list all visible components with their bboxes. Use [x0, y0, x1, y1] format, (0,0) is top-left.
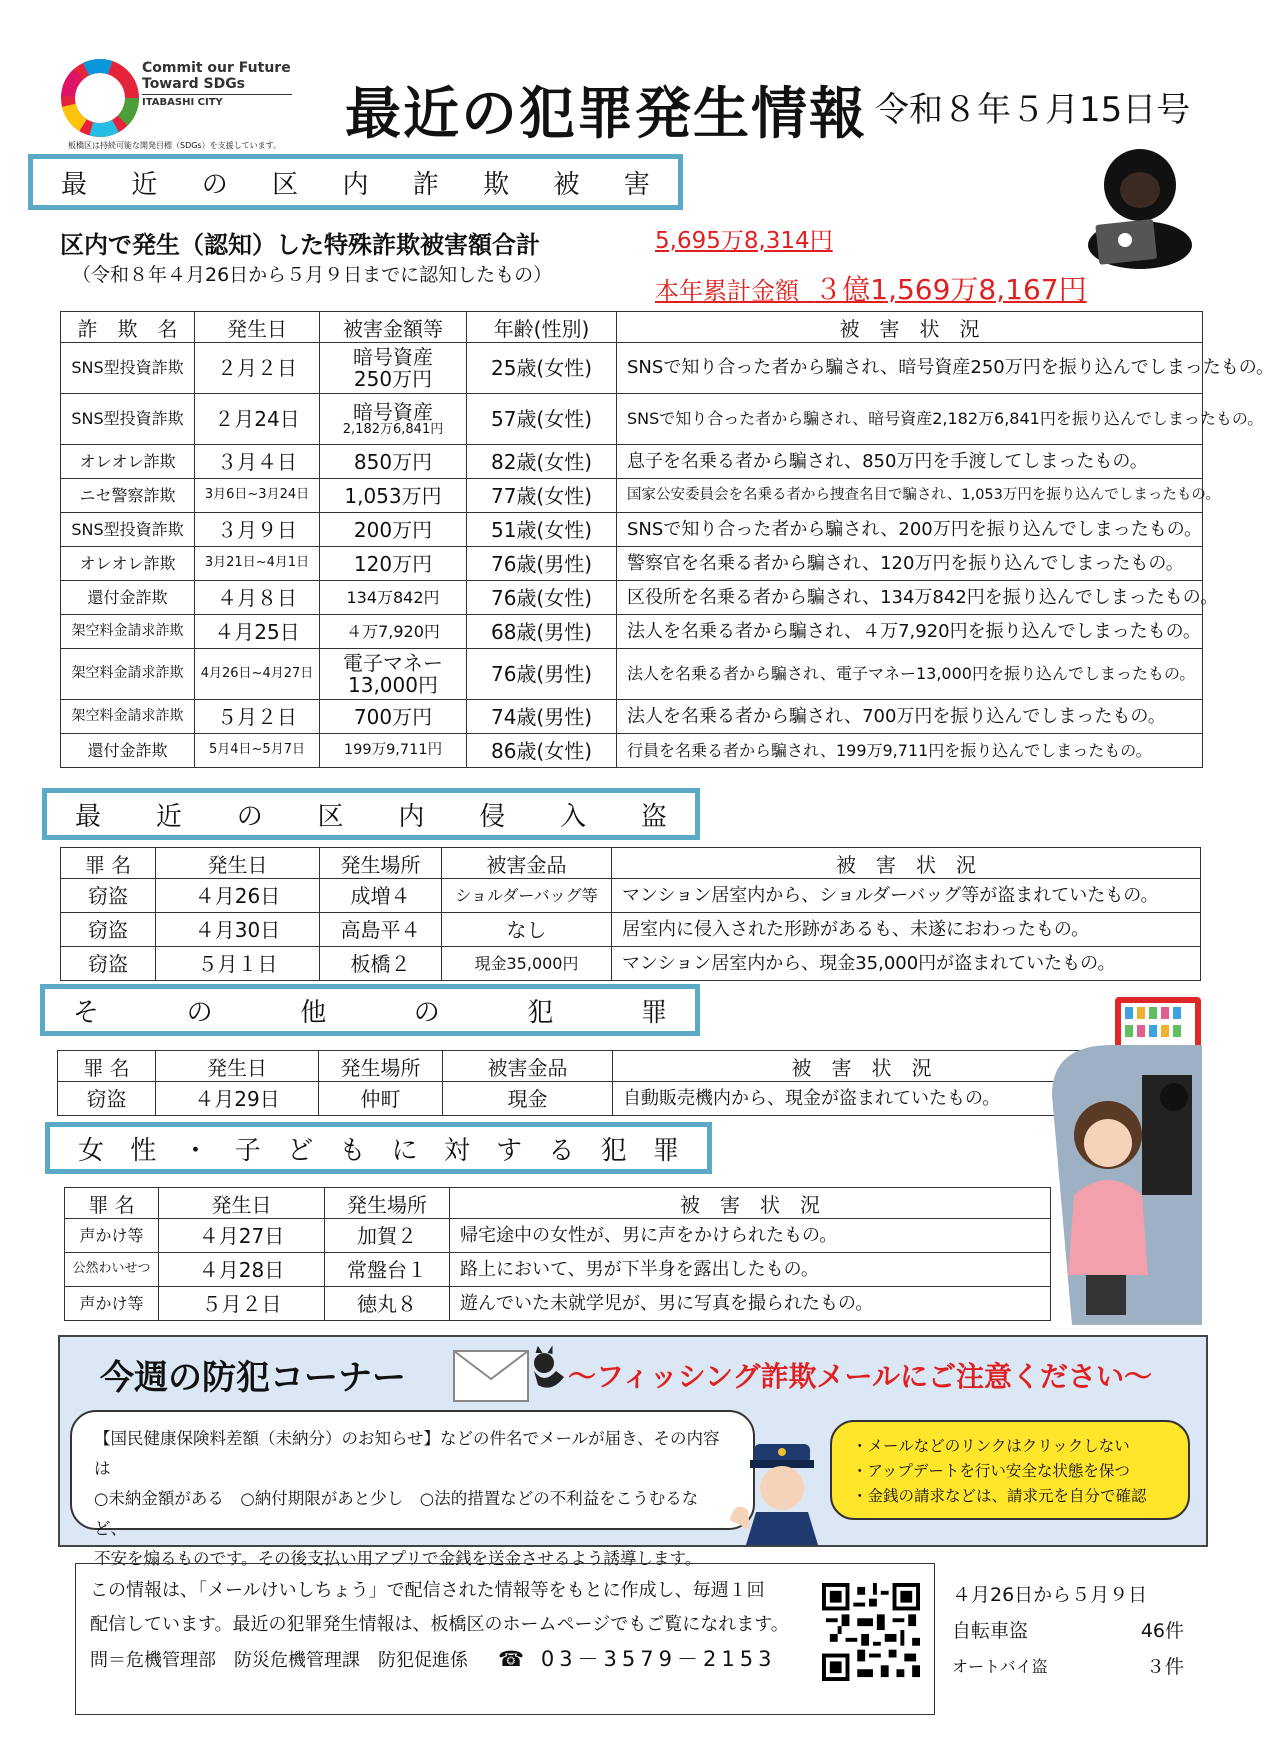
- table-row: [61, 479, 1203, 513]
- fraud-total-heading: 区内で発生（認知）した特殊詐欺被害額合計: [60, 231, 540, 259]
- fraud-date: 3月21日~4月1日: [195, 547, 320, 581]
- fraud-age: 86歳(女性): [467, 734, 617, 768]
- col-header: 被 害 状 況: [612, 848, 1201, 879]
- col-header: 発生日: [156, 1051, 319, 1082]
- fraud-amount: 120万円: [320, 547, 467, 581]
- stats-label: 自転車盗: [952, 1620, 1029, 1642]
- fraud-date: ５月２日: [195, 700, 320, 734]
- footer-line: 配信しています。最近の犯罪発生情報は、板橋区のホームページでもご覧になれます。: [90, 1614, 789, 1635]
- fraud-age: 76歳(男性): [467, 649, 617, 700]
- fraud-age: 76歳(女性): [467, 581, 617, 615]
- crime-item: 現金35,000円: [442, 947, 612, 981]
- fraud-type: 架空料金請求詐欺: [61, 615, 195, 649]
- women-children-section-header: 女 性 ・ 子 ど も に 対 す る 犯 罪: [45, 1122, 712, 1174]
- table-row: [61, 734, 1203, 768]
- crime-date: ４月27日: [159, 1219, 325, 1253]
- woman-stalker-illustration-icon: [1052, 1045, 1202, 1325]
- fraud-desc: 警察官を名乗る者から騙され、120万円を振り込んでしまったもの。: [617, 547, 1203, 581]
- fraud-type: オレオレ詐欺: [61, 445, 195, 479]
- fraud-age: 57歳(女性): [467, 394, 617, 445]
- fraud-age: 77歳(女性): [467, 479, 617, 513]
- fraud-period: （令和８年４月26日から５月９日までに認知したもの）: [72, 264, 553, 286]
- crime-name: 声かけ等: [65, 1287, 159, 1321]
- crime-place: 仲町: [319, 1082, 443, 1116]
- table-row: [61, 513, 1203, 547]
- col-header: 罪 名: [65, 1188, 159, 1219]
- crime-desc: 自動販売機内から、現金が盗まれていたもの。: [613, 1082, 1111, 1116]
- table-row: [61, 394, 1203, 445]
- fraud-desc: 法人を名乗る者から騙され、４万7,920円を振り込んでしまったもの。: [617, 615, 1203, 649]
- table-row: [61, 947, 1201, 981]
- explanation-line: 不安を煽るものです。その後支払い用アプリで金銭を送金させるよう誘導します。: [94, 1549, 702, 1568]
- col-header: 詐 欺 名: [61, 312, 195, 343]
- fraud-amount: 199万9,711円: [320, 734, 467, 768]
- table-row: [61, 547, 1203, 581]
- table-row: [61, 581, 1203, 615]
- women-children-table: [64, 1187, 1051, 1321]
- stats-row: [952, 1613, 1202, 1649]
- fraud-type: SNS型投資詐欺: [61, 343, 195, 394]
- fraud-desc: 行員を名乗る者から騙され、199万9,711円を振り込んでしまったもの。: [617, 734, 1203, 768]
- crime-name: 窃盗: [58, 1082, 156, 1116]
- fraud-desc: 法人を名乗る者から騙され、電子マネー13,000円を振り込んでしまったもの。: [617, 649, 1203, 700]
- crime-item: 現金: [443, 1082, 613, 1116]
- crime-desc: マンション居室内から、ショルダーバッグ等が盗まれていたもの。: [612, 879, 1201, 913]
- crime-place: 加賀２: [325, 1219, 450, 1253]
- fraud-annual-total: [655, 268, 1087, 308]
- crime-name: 公然わいせつ: [65, 1253, 159, 1287]
- col-header: 被害金品: [442, 848, 612, 879]
- crime-date: ４月29日: [156, 1082, 319, 1116]
- col-header: 被害金品: [443, 1051, 613, 1082]
- phone-number[interactable]: ☎ 03－3579－2153: [498, 1647, 777, 1671]
- fraud-type: 架空料金請求詐欺: [61, 649, 195, 700]
- table-row: [61, 700, 1203, 734]
- fraud-age: 68歳(男性): [467, 615, 617, 649]
- fraud-date: ２月２日: [195, 343, 320, 394]
- page-title: 最近の犯罪発生情報: [345, 82, 867, 147]
- col-header: 発生日: [159, 1188, 325, 1219]
- fraud-amount: 200万円: [320, 513, 467, 547]
- fraud-date: ３月９日: [195, 513, 320, 547]
- stats-value: 46件: [1140, 1620, 1184, 1642]
- fraud-amount: 134万842円: [320, 581, 467, 615]
- tip-item: ・メールなどのリンクはクリックしない: [852, 1437, 1130, 1455]
- info-footer: [75, 1563, 935, 1715]
- annual-value: ３億1,569万8,167円: [814, 273, 1087, 306]
- fraud-amount: 700万円: [320, 700, 467, 734]
- table-header-row: [58, 1051, 1111, 1082]
- crime-place: 常盤台１: [325, 1253, 450, 1287]
- crime-date: ５月２日: [159, 1287, 325, 1321]
- col-header: 年齢(性別): [467, 312, 617, 343]
- fraud-amount: 暗号資産 250万円: [320, 343, 467, 394]
- contact-dept: 問＝危機管理部 防災危機管理課 防犯促進係: [90, 1650, 468, 1671]
- corner-subtitle: ～フィッシング詐欺メールにご注意ください～: [568, 1360, 1152, 1393]
- table-row: [61, 913, 1201, 947]
- phishing-explanation-bubble: [70, 1410, 755, 1568]
- qr-code-icon[interactable]: [822, 1583, 920, 1681]
- explanation-line: 【国民健康保険料差額（未納分）のお知らせ】などの件名でメールが届き、その内容は: [94, 1429, 720, 1478]
- fraud-table: [60, 311, 1274, 768]
- crime-desc: 居室内に侵入された形跡があるも、未遂におわったもの。: [612, 913, 1201, 947]
- fraud-age: 76歳(男性): [467, 547, 617, 581]
- other-crimes-table: [57, 1050, 1111, 1116]
- table-row: [65, 1287, 1051, 1321]
- fraud-date: ４月８日: [195, 581, 320, 615]
- col-header: 被害金額等: [320, 312, 467, 343]
- fraud-date: ４月25日: [195, 615, 320, 649]
- footer-line: この情報は、「メールけいしちょう」で配信された情報等をもとに作成し、毎週１回: [90, 1580, 765, 1601]
- fraud-type: SNS型投資詐欺: [61, 513, 195, 547]
- table-row: [58, 1082, 1111, 1116]
- logo-line-1: Commit our Future: [142, 60, 291, 76]
- fraud-date: 3月6日~3月24日: [195, 479, 320, 513]
- sdgs-wheel-icon: [60, 58, 140, 138]
- col-header: 発生場所: [319, 1051, 443, 1082]
- table-row: [61, 879, 1201, 913]
- stats-row: [952, 1649, 1202, 1685]
- logo-caption: 板橋区は持続可能な開発目標（SDGs）を支援しています。: [68, 141, 281, 150]
- crime-desc: マンション居室内から、現金35,000円が盗まれていたもの。: [612, 947, 1201, 981]
- fraud-type: 還付金詐欺: [61, 734, 195, 768]
- crime-desc: 路上において、男が下半身を露出したもの。: [450, 1253, 1051, 1287]
- table-row: [61, 445, 1203, 479]
- crime-place: 高島平４: [320, 913, 442, 947]
- corner-title: 今週の防犯コーナー: [100, 1358, 406, 1398]
- fraud-amount: 850万円: [320, 445, 467, 479]
- crime-date: ４月30日: [156, 913, 320, 947]
- fraud-total-amount: 5,695万8,314円: [655, 228, 833, 254]
- safety-tips-box: [830, 1420, 1190, 1520]
- fraud-desc: SNSで知り合った者から騙され、200万円を振り込んでしまったもの。: [617, 513, 1203, 547]
- tip-item: ・アップデートを行い安全な状態を保つ: [852, 1462, 1130, 1480]
- sdgs-logo: [60, 58, 300, 158]
- crime-name: 声かけ等: [65, 1219, 159, 1253]
- tip-item: ・金銭の請求などは、請求元を自分で確認: [852, 1487, 1147, 1505]
- fraud-date: 4月26日~4月27日: [195, 649, 320, 700]
- col-header: 被 害 状 況: [450, 1188, 1051, 1219]
- table-row: [61, 343, 1203, 394]
- fraud-amount: 電子マネー 13,000円: [320, 649, 467, 700]
- logo-line-2: Toward SDGs: [142, 76, 246, 92]
- col-header: 発生場所: [320, 848, 442, 879]
- fraud-type: ニセ警察詐欺: [61, 479, 195, 513]
- col-header: 発生日: [156, 848, 320, 879]
- fraud-amount: ４万7,920円: [320, 615, 467, 649]
- crime-date: ５月１日: [156, 947, 320, 981]
- fraud-amount: 暗号資産 2,182万6,841円: [320, 394, 467, 445]
- hacker-illustration-icon: [1085, 140, 1195, 265]
- crime-date: ４月28日: [159, 1253, 325, 1287]
- fraud-type: 還付金詐欺: [61, 581, 195, 615]
- fraud-desc: 区役所を名乗る者から騙され、134万842円を振り込んでしまったもの。: [617, 581, 1203, 615]
- col-header: 罪 名: [58, 1051, 156, 1082]
- crime-item: ショルダーバッグ等: [442, 879, 612, 913]
- fraud-age: 74歳(男性): [467, 700, 617, 734]
- fraud-age: 82歳(女性): [467, 445, 617, 479]
- fraud-age: 51歳(女性): [467, 513, 617, 547]
- stats-label: オートバイ盗: [952, 1657, 1048, 1676]
- crime-name: 窃盗: [61, 879, 156, 913]
- fraud-desc: SNSで知り合った者から騙され、暗号資産2,182万6,841円を振り込んでしまったもの。: [617, 394, 1203, 445]
- crime-name: 窃盗: [61, 947, 156, 981]
- fraud-desc: 法人を名乗る者から騙され、700万円を振り込んでしまったもの。: [617, 700, 1203, 734]
- crime-place: 板橋２: [320, 947, 442, 981]
- fraud-type: オレオレ詐欺: [61, 547, 195, 581]
- annual-label: 本年累計金額: [655, 277, 799, 305]
- fraud-amount: 1,053万円: [320, 479, 467, 513]
- email-devil-icon: [452, 1345, 570, 1405]
- fraud-desc: 息子を名乗る者から騙され、850万円を手渡してしまったもの。: [617, 445, 1203, 479]
- fraud-date: ３月４日: [195, 445, 320, 479]
- issue-date: 令和８年５月15日号: [875, 90, 1191, 130]
- bicycle-theft-stats: [952, 1577, 1202, 1685]
- burglary-table: [60, 847, 1201, 981]
- explanation-line: ○未納金額がある ○納付期限があと少し ○法的措置などの不利益をこうむるなど、: [94, 1489, 699, 1538]
- col-header: 発生場所: [325, 1188, 450, 1219]
- crime-date: ４月26日: [156, 879, 320, 913]
- col-header: 発生日: [195, 312, 320, 343]
- fraud-section-header: 最 近 の 区 内 詐 欺 被 害: [28, 154, 683, 210]
- police-officer-icon: [726, 1440, 836, 1545]
- fraud-type: 架空料金請求詐欺: [61, 700, 195, 734]
- crime-desc: 遊んでいた未就学児が、男に写真を撮られたもの。: [450, 1287, 1051, 1321]
- crime-place: 成増４: [320, 879, 442, 913]
- table-row: [65, 1219, 1051, 1253]
- crime-name: 窃盗: [61, 913, 156, 947]
- table-row: [65, 1253, 1051, 1287]
- col-header: 被 害 状 況: [617, 312, 1203, 343]
- fraud-date: ２月24日: [195, 394, 320, 445]
- stats-value: ３件: [1145, 1656, 1184, 1678]
- contact-line: [90, 1642, 920, 1678]
- fraud-desc: SNSで知り合った者から騙され、暗号資産250万円を振り込んでしまったもの。: [617, 343, 1203, 394]
- fraud-date: 5月4日~5月7日: [195, 734, 320, 768]
- table-header-row: [61, 312, 1203, 343]
- fraud-desc: 国家公安委員会を名乗る者から捜査名目で騙され、1,053万円を振り込んでしまったもの。: [617, 479, 1203, 513]
- crime-desc: 帰宅途中の女性が、男に声をかけられたもの。: [450, 1219, 1051, 1253]
- col-header: 被 害 状 況: [613, 1051, 1111, 1082]
- fraud-type: SNS型投資詐欺: [61, 394, 195, 445]
- col-header: 罪 名: [61, 848, 156, 879]
- table-row: [61, 615, 1203, 649]
- logo-line-3: ITABASHI CITY: [142, 97, 223, 108]
- fraud-age: 25歳(女性): [467, 343, 617, 394]
- table-header-row: [61, 848, 1201, 879]
- table-header-row: [65, 1188, 1051, 1219]
- table-row: [61, 649, 1203, 700]
- crime-place: 徳丸８: [325, 1287, 450, 1321]
- crime-item: なし: [442, 913, 612, 947]
- burglary-section-header: 最 近 の 区 内 侵 入 盗: [42, 788, 700, 840]
- stats-period: ４月26日から５月９日: [952, 1584, 1148, 1606]
- other-crimes-section-header: そ の 他 の 犯 罪: [40, 984, 700, 1036]
